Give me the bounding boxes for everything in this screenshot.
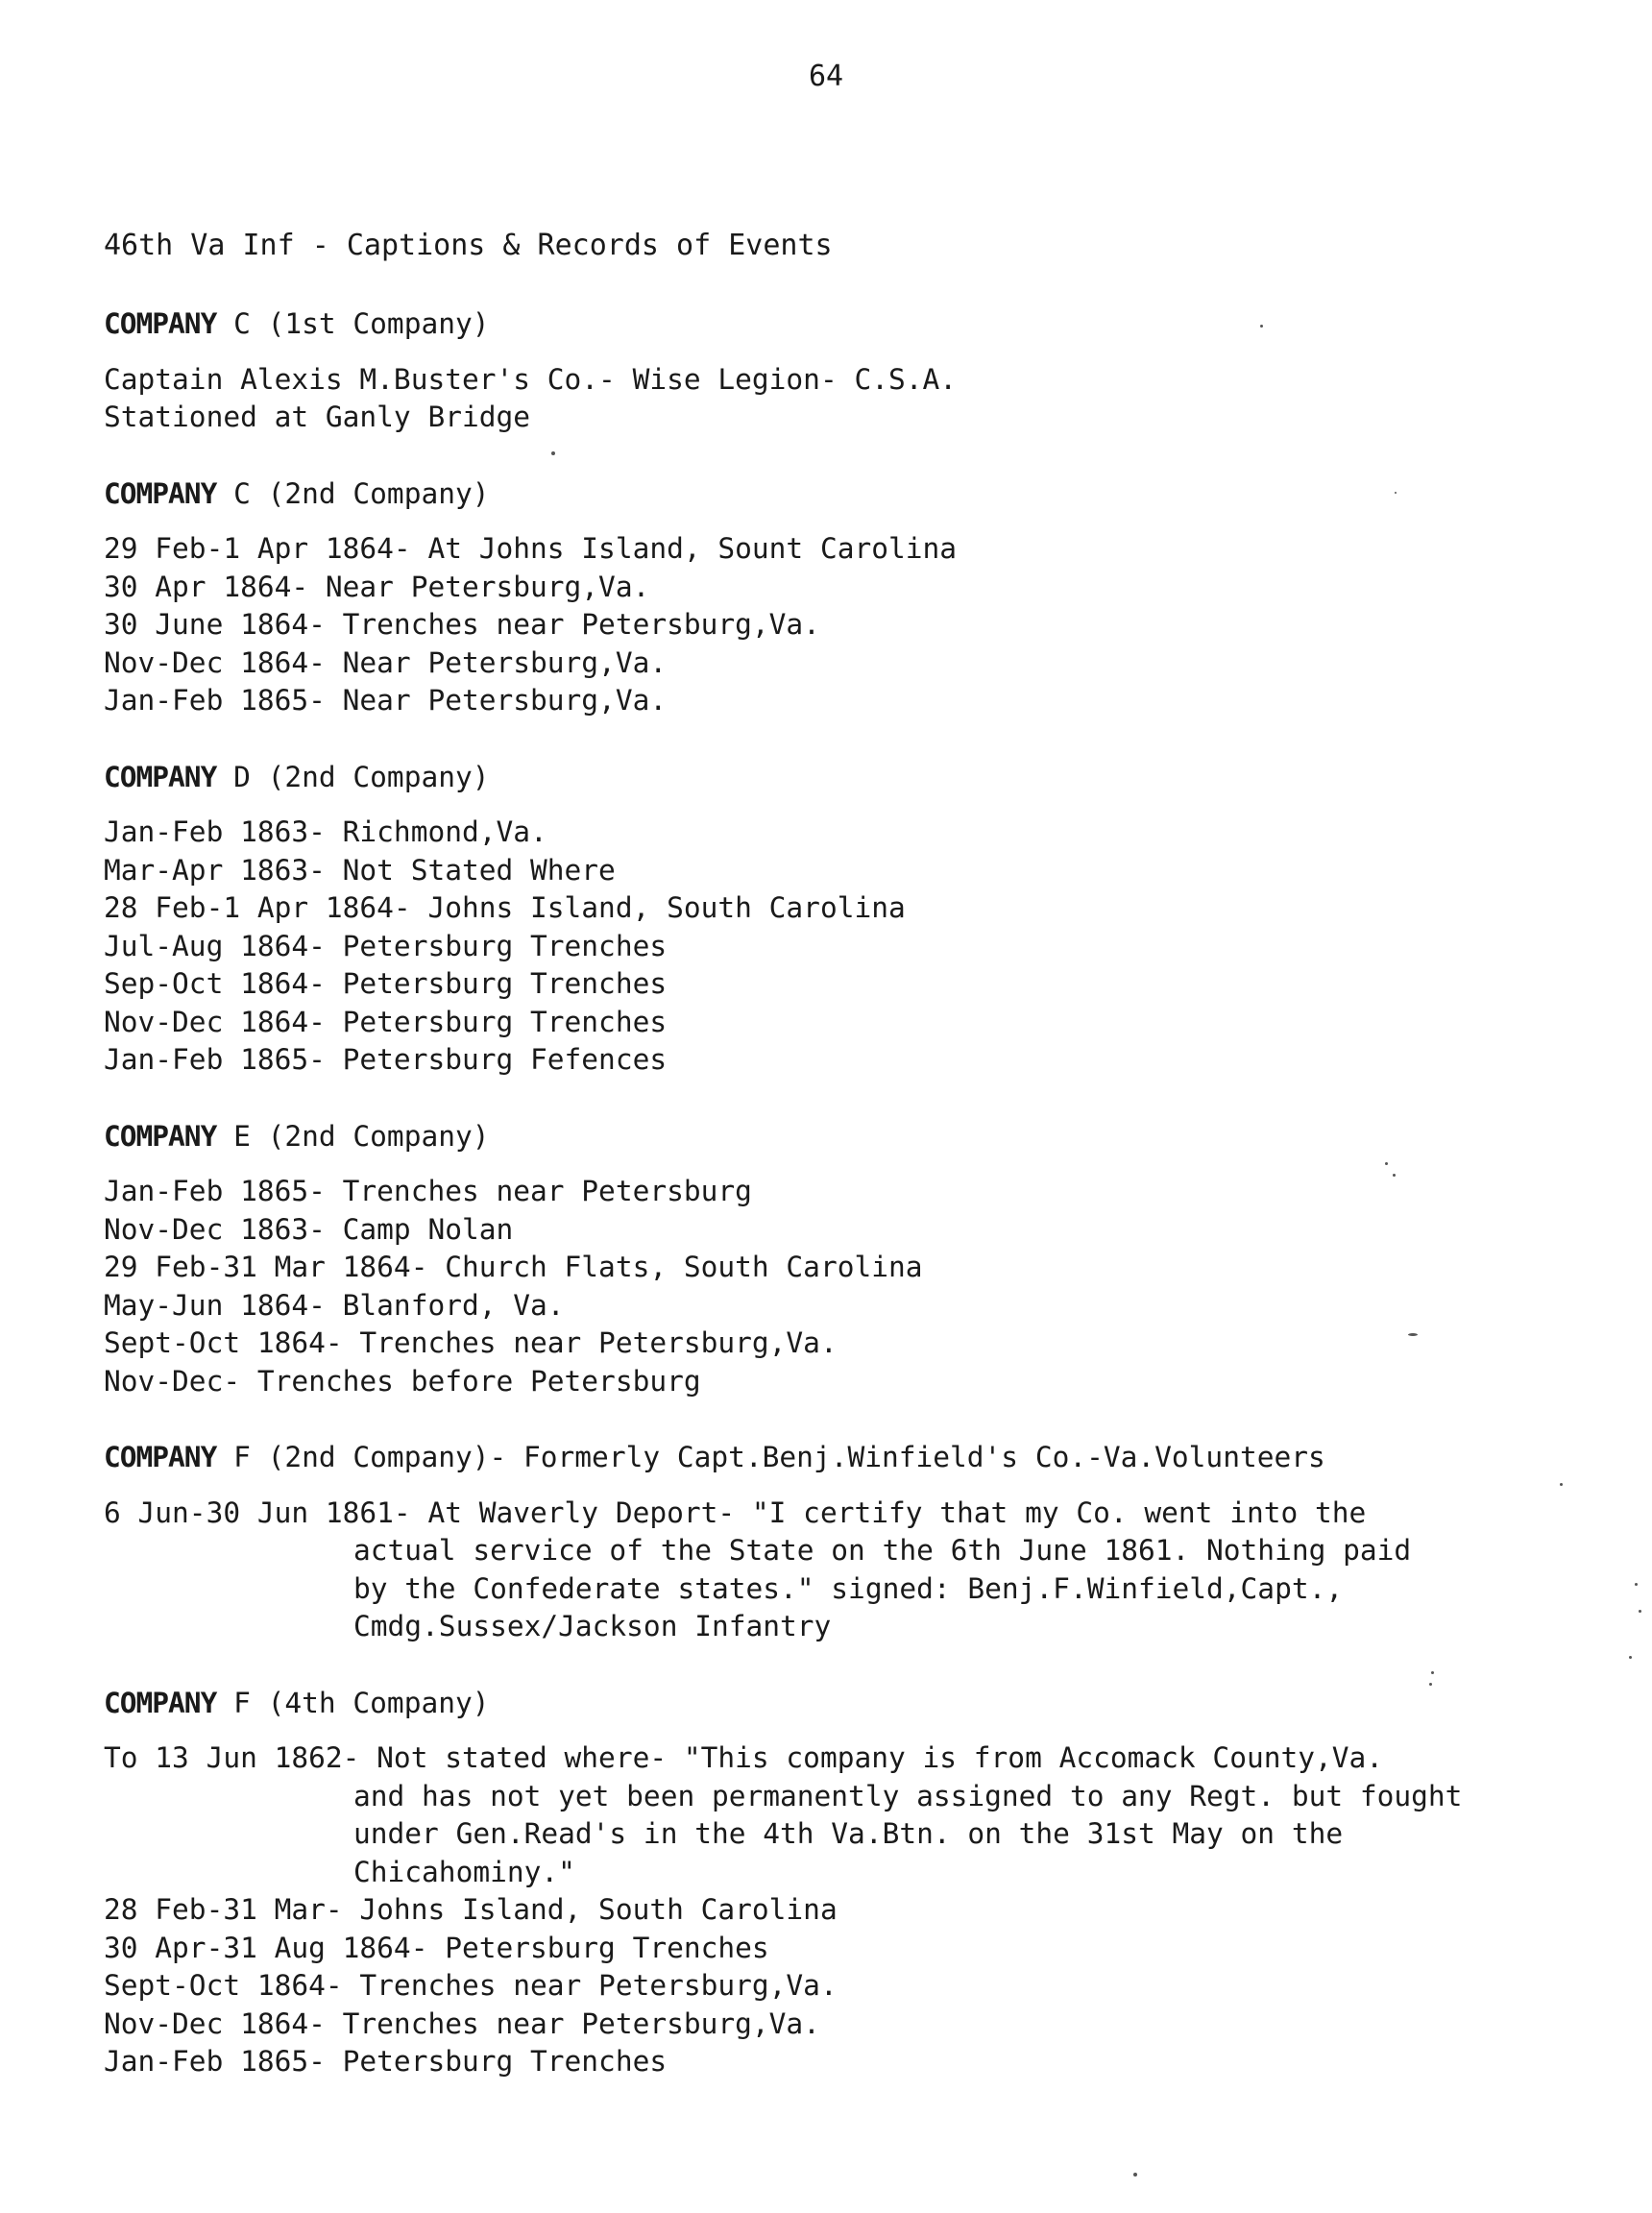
- company-designation: C (1st Company): [216, 307, 490, 340]
- record-entry: [104, 1739, 1602, 1891]
- company-heading: [104, 1685, 1602, 1723]
- company-designation: F (2nd Company)- Formerly Capt.Benj.Winfield's Co.-Va.Volunteers: [216, 1441, 1325, 1473]
- document-title: 46th Va Inf - Captions & Records of Events: [104, 229, 833, 262]
- scan-speck: [1429, 1683, 1432, 1686]
- record-entry: [104, 1891, 1602, 1930]
- record-text: Jan-Feb 1865- Petersburg Trenches: [104, 2045, 668, 2078]
- record-text: Jul-Aug 1864- Petersburg Trenches: [104, 929, 668, 962]
- record-text: 28 Feb-1 Apr 1864- Johns Island, South Carolina: [104, 891, 906, 924]
- record-entry: [104, 928, 1602, 966]
- record-entry: [104, 606, 1602, 644]
- company-designation: D (2nd Company): [216, 760, 490, 793]
- record-entry: [104, 889, 1602, 928]
- company-label: COMPANY: [104, 760, 217, 793]
- record-text: Jan-Feb 1865- Near Petersburg,Va.: [104, 684, 668, 717]
- scan-speck: [1133, 2173, 1137, 2177]
- record-continuation: by the Confederate states." signed: Benj.F.Winfield,Capt.,: [353, 1571, 1344, 1605]
- record-entry: [104, 1249, 1602, 1287]
- company-label: COMPANY: [104, 1441, 217, 1473]
- company-section: [104, 759, 1602, 1080]
- company-section: [104, 1439, 1602, 1646]
- scan-speck: [1395, 492, 1397, 494]
- company-section: [104, 1685, 1602, 2081]
- record-entry: [104, 1041, 1602, 1080]
- scan-speck: [1260, 325, 1263, 328]
- company-heading: [104, 1439, 1602, 1477]
- scan-speck: [1560, 1483, 1563, 1486]
- record-entry: [104, 1173, 1602, 1211]
- record-entry: [104, 399, 1602, 437]
- record-text: 30 Apr 1864- Near Petersburg,Va.: [104, 570, 650, 603]
- company-section: [104, 1118, 1602, 1401]
- record-text: Sept-Oct 1864- Trenches near Petersburg,Va.: [104, 1326, 838, 1359]
- scan-speck: [1431, 1671, 1434, 1674]
- record-text: Jan-Feb 1865- Trenches near Petersburg: [104, 1175, 752, 1207]
- record-continuation: Cmdg.Sussex/Jackson Infantry: [353, 1610, 832, 1642]
- record-entry: [104, 1287, 1602, 1325]
- scan-speck: [1635, 1583, 1638, 1586]
- company-label: COMPANY: [104, 476, 217, 510]
- company-label: COMPANY: [104, 1686, 217, 1719]
- record-text: Jan-Feb 1865- Petersburg Fefences: [104, 1043, 668, 1076]
- company-designation: C (2nd Company): [216, 476, 490, 510]
- record-text: Stationed at Ganly Bridge: [104, 401, 531, 433]
- scan-speck: [1639, 1610, 1641, 1613]
- scan-speck: [1385, 1162, 1388, 1165]
- page-number: 64: [808, 60, 844, 93]
- record-entry: [104, 644, 1602, 683]
- record-entry: [104, 1004, 1602, 1042]
- record-text: 6 Jun-30 Jun 1861- At Waverly Deport- "I certify that my Co. went into the: [104, 1496, 1367, 1529]
- record-text: Nov-Dec 1864- Petersburg Trenches: [104, 1005, 668, 1038]
- company-heading: [104, 1118, 1602, 1156]
- record-continuation: under Gen.Read's in the 4th Va.Btn. on the 31st May on the: [353, 1817, 1344, 1850]
- record-entry: [104, 1211, 1602, 1250]
- record-text: 29 Feb-1 Apr 1864- At Johns Island, Sount Carolina: [104, 532, 958, 565]
- record-text: Sept-Oct 1864- Trenches near Petersburg,Va.: [104, 1969, 838, 2002]
- company-heading: [104, 305, 1602, 344]
- company-section: [104, 305, 1602, 437]
- record-entry: [104, 1363, 1602, 1401]
- record-text: Nov-Dec 1864- Near Petersburg,Va.: [104, 645, 668, 679]
- record-text: Nov-Dec 1864- Trenches near Petersburg,Va.: [104, 2006, 820, 2040]
- record-text: Nov-Dec 1863- Camp Nolan: [104, 1212, 514, 1246]
- record-text: Sep-Oct 1864- Petersburg Trenches: [104, 967, 668, 1000]
- record-text: 29 Feb-31 Mar 1864- Church Flats, South Carolina: [104, 1251, 923, 1283]
- record-entry: [104, 361, 1602, 400]
- record-text: 28 Feb-31 Mar- Johns Island, South Carolina: [104, 1893, 838, 1926]
- record-entry: [104, 530, 1602, 569]
- company-heading: [104, 759, 1602, 797]
- record-text: Jan-Feb 1863- Richmond,Va.: [104, 815, 547, 848]
- record-entry: [104, 2006, 1602, 2044]
- record-entry: [104, 2043, 1602, 2081]
- scan-speck: [1393, 1174, 1396, 1177]
- record-entry: [104, 1967, 1602, 2006]
- record-continuation: and has not yet been permanently assigned to any Regt. but fought: [353, 1779, 1463, 1812]
- record-text: 30 June 1864- Trenches near Petersburg,Va.: [104, 608, 820, 641]
- company-heading: [104, 475, 1602, 514]
- company-designation: E (2nd Company): [216, 1119, 490, 1153]
- record-entry: [104, 814, 1602, 852]
- scan-speck: [1629, 1656, 1632, 1659]
- record-entry: [104, 1495, 1602, 1646]
- record-text: 30 Apr-31 Aug 1864- Petersburg Trenches: [104, 1931, 769, 1964]
- record-entry: [104, 852, 1602, 890]
- record-text: Mar-Apr 1863- Not Stated Where: [104, 853, 616, 887]
- company-label: COMPANY: [104, 307, 217, 340]
- record-text: Captain Alexis M.Buster's Co.- Wise Legion- C.S.A.: [104, 362, 958, 396]
- scan-speck: [1408, 1333, 1418, 1336]
- record-text: May-Jun 1864- Blanford, Va.: [104, 1288, 565, 1322]
- record-entry: [104, 1325, 1602, 1363]
- records-content: [104, 305, 1602, 2120]
- record-entry: [104, 1930, 1602, 1968]
- record-continuation: Chicahominy.": [353, 1855, 575, 1888]
- record-entry: [104, 682, 1602, 720]
- company-label: COMPANY: [104, 1119, 217, 1153]
- record-text: Nov-Dec- Trenches before Petersburg: [104, 1364, 701, 1398]
- record-continuation: actual service of the State on the 6th June 1861. Nothing paid: [353, 1534, 1412, 1567]
- company-section: [104, 475, 1602, 720]
- scan-speck: [551, 451, 555, 455]
- record-entry: [104, 965, 1602, 1004]
- record-text: To 13 Jun 1862- Not stated where- "This company is from Accomack County,Va.: [104, 1741, 1384, 1774]
- company-designation: F (4th Company): [216, 1686, 490, 1719]
- record-entry: [104, 569, 1602, 607]
